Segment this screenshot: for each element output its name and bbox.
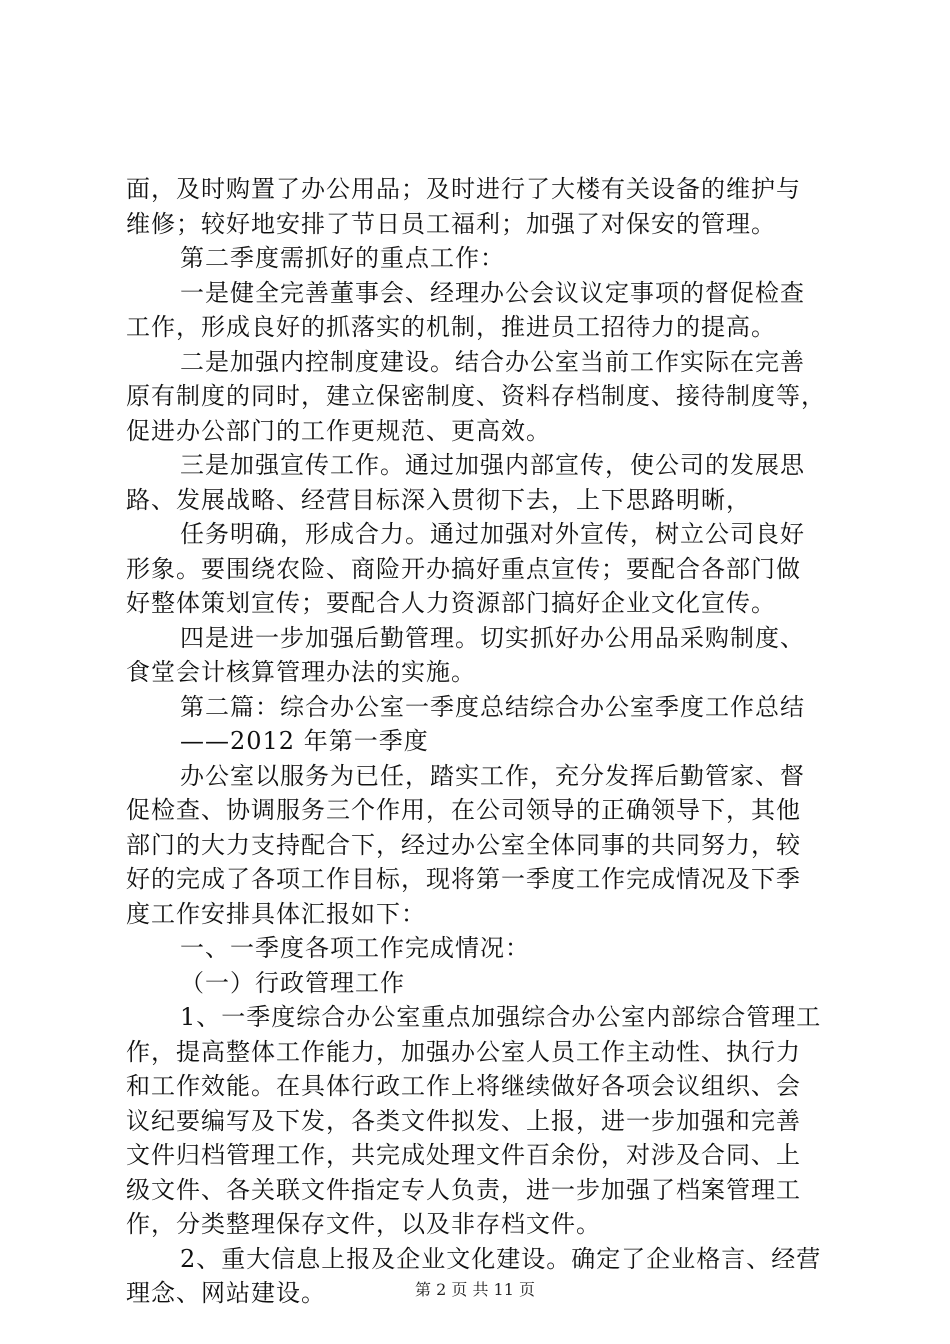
text-line: 路、发展战略、经营目标深入贯彻下去，上下思路明晰， <box>126 485 751 514</box>
text-line: ——2012 年第一季度 <box>180 727 429 755</box>
text-line: 工作，形成良好的抓落实的机制，推进员工招待力的提高。 <box>126 313 776 341</box>
text-line: 2、重大信息上报及企业文化建设。确定了企业格言、经营 <box>180 1244 822 1273</box>
text-line: 面，及时购置了办公用品；及时进行了大楼有关设备的维护与 <box>126 175 801 203</box>
text-line: 办公室以服务为已任，踏实工作，充分发挥后勤管家、督 <box>180 761 805 790</box>
text-line: 1、一季度综合办公室重点加强综合办公室内部综合管理工 <box>180 1003 822 1031</box>
text-line: 级文件、各关联文件指定专人负责，进一步加强了档案管理工 <box>126 1175 801 1204</box>
text-line: 一、一季度各项工作完成情况： <box>180 934 530 962</box>
document-body <box>126 172 836 1311</box>
text-line: 促检查、协调服务三个作用，在公司领导的正确领导下，其他 <box>126 796 801 824</box>
text-line: 度工作安排具体汇报如下： <box>126 899 426 928</box>
text-line: （一）行政管理工作 <box>180 968 405 997</box>
text-line: 二是加强内控制度建设。结合办公室当前工作实际在完善 <box>180 347 805 376</box>
text-line: 食堂会计核算管理办法的实施。 <box>126 658 476 686</box>
text-line: 好整体策划宣传；要配合人力资源部门搞好企业文化宣传。 <box>126 589 776 617</box>
text-line: 第二季度需抓好的重点工作： <box>180 244 505 272</box>
text-line: 任务明确，形成合力。通过加强对外宣传，树立公司良好 <box>180 520 805 548</box>
text-line: 议纪要编写及下发，各类文件拟发、上报，进一步加强和完善 <box>126 1106 801 1135</box>
text-line: 维修；较好地安排了节日员工福利；加强了对保安的管理。 <box>126 209 776 238</box>
text-line: 和工作效能。在具体行政工作上将继续做好各项会议组织、会 <box>126 1072 801 1100</box>
text-line: 形象。要围绕农险、商险开办搞好重点宣传；要配合各部门做 <box>126 554 801 583</box>
text-line: 文件归档管理工作，共完成处理文件百余份，对涉及合同、上 <box>126 1141 801 1169</box>
page-footer: 第 2 页 共 11 页 <box>415 1280 535 1299</box>
text-line: 作，提高整体工作能力，加强办公室人员工作主动性、执行力 <box>126 1037 801 1066</box>
text-line: 第二篇：综合办公室一季度总结综合办公室季度工作总结 <box>180 692 805 721</box>
text-line: 原有制度的同时，建立保密制度、资料存档制度、接待制度等， <box>126 382 826 410</box>
text-line: 好的完成了各项工作目标，现将第一季度工作完成情况及下季 <box>126 865 801 893</box>
text-line: 作，分类整理保存文件，以及非存档文件。 <box>126 1210 601 1238</box>
text-line: 促进办公部门的工作更规范、更高效。 <box>126 416 551 445</box>
text-line: 理念、网站建设。 <box>126 1279 326 1307</box>
text-line: 一是健全完善董事会、经理办公会议议定事项的督促检查 <box>180 278 805 307</box>
text-line: 四是进一步加强后勤管理。切实抓好办公用品采购制度、 <box>180 623 805 652</box>
text-line: 三是加强宣传工作。通过加强内部宣传，使公司的发展思 <box>180 451 805 479</box>
text-line: 部门的大力支持配合下，经过办公室全体同事的共同努力，较 <box>126 830 801 859</box>
